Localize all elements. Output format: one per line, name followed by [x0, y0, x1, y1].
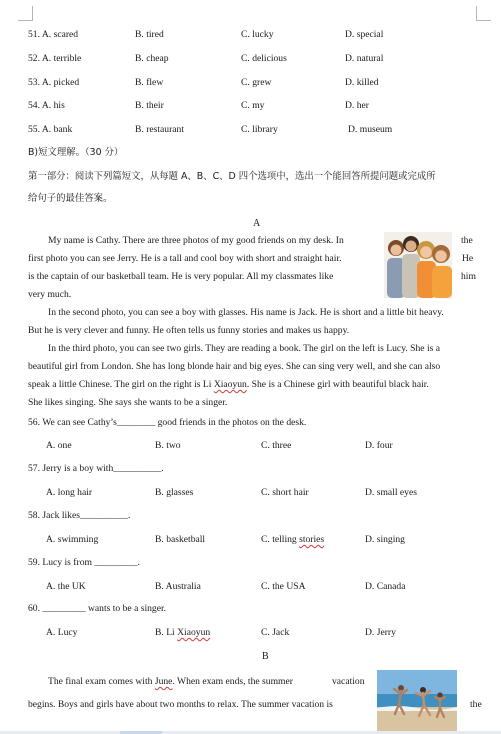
passage-text-line: In the third photo, you can see two girls. They are reading a book. The girl on the left is Lucy. She is a — [48, 343, 441, 354]
passage-text-line: vacation — [332, 676, 365, 687]
question-stem: 59. Lucy is from _________. — [28, 557, 140, 568]
option-a: 54. A. his — [28, 100, 65, 111]
option-c: C. delicious — [241, 53, 287, 64]
option-c: C. three — [261, 440, 292, 451]
option-d: D. Jerry — [365, 627, 396, 638]
option-b: B. Australia — [155, 581, 201, 592]
option-d: D. four — [365, 440, 393, 451]
option-a: 52. A. terrible — [28, 53, 82, 64]
passage-text-line: the — [470, 699, 482, 710]
question-stem: 60. _________ wants to be a singer. — [28, 603, 167, 614]
passage-text-line: the — [461, 235, 473, 246]
crop-mark-top-right — [476, 6, 491, 21]
option-a: 53. A. picked — [28, 77, 80, 88]
instruction-line: 第一部分：阅读下列篇短文，从每题 A、B、C、D 四个选项中，选出一个能回答所提问题或完成所 — [28, 171, 436, 182]
option-c: C. lucky — [241, 29, 274, 40]
instruction-line: 给句子的最佳答案。 — [28, 193, 113, 204]
passage-text-line: But he is very clever and funny. He often tells us funny stories and makes us happy. — [28, 325, 350, 336]
passage-text-line: The final exam comes with June. When exam ends, the summer — [48, 676, 293, 687]
friends-photo-illustration — [384, 232, 452, 298]
option-d: D. singing — [365, 534, 405, 545]
passage-label: A — [253, 218, 261, 229]
option-c: C. grew — [241, 77, 272, 88]
option-a: 55. A. bank — [28, 124, 73, 135]
passage-text-line: She likes singing. She says she wants to be a singer. — [28, 397, 228, 408]
passage-text-line: is the captain of our basketball team. He is very popular. All my classmates like — [28, 271, 334, 282]
option-b: B. basketball — [155, 534, 206, 545]
passage-text-line: beautiful girl from London. She has long blonde hair and big eyes. She can sing very well, and she can also — [28, 361, 441, 372]
option-c: C. telling stories — [261, 534, 325, 545]
beach-photo-illustration — [377, 670, 457, 732]
option-b: B. two — [155, 440, 181, 451]
option-c: C. short hair — [261, 487, 309, 498]
option-c: C. my — [241, 100, 265, 111]
passage-text-line: him — [461, 271, 476, 282]
option-b: B. tired — [135, 29, 164, 40]
option-a: A. the UK — [46, 581, 86, 592]
beach-photo — [377, 670, 457, 732]
option-c: C. library — [241, 124, 278, 135]
option-a: A. one — [46, 440, 72, 451]
option-d: D. small eyes — [365, 487, 417, 498]
passage-text-line: My name is Cathy. There are three photos of my good friends on my desk. In — [48, 235, 344, 246]
passage-text-line: speak a little Chinese. The girl on the right is Li Xiaoyun. She is a Chinese girl with beautiful black hair. — [28, 379, 429, 390]
option-d: D. natural — [345, 53, 384, 64]
question-stem: 58. Jack likes__________. — [28, 510, 131, 521]
passage-text-line: He — [462, 253, 474, 264]
crop-mark-top-left — [18, 6, 33, 21]
option-d: D. her — [345, 100, 369, 111]
option-b: B. their — [135, 100, 164, 111]
option-a: A. swimming — [46, 534, 99, 545]
passage-text-line: begins. Boys and girls have about two months to relax. The summer vacation is — [28, 699, 333, 710]
option-a: A. Lucy — [46, 627, 78, 638]
passage-label: B — [262, 651, 269, 662]
option-b: B. flew — [135, 77, 164, 88]
section-heading: B)短文理解。（30 分） — [28, 147, 124, 158]
option-a: 51. A. scared — [28, 29, 79, 40]
option-b: B. glasses — [155, 487, 194, 498]
passage-text-line: very much. — [28, 289, 72, 300]
option-d: D. museum — [348, 124, 393, 135]
option-c: C. the USA — [261, 581, 306, 592]
option-d: D. Canada — [365, 581, 406, 592]
option-d: D. killed — [345, 77, 379, 88]
name-xiaoyun: Xiaoyun — [213, 379, 247, 390]
question-stem: 56. We can see Cathy’s________ good friends in the photos on the desk. — [28, 417, 307, 428]
option-d: D. special — [345, 29, 384, 40]
passage-text-line: In the second photo, you can see a boy with glasses. His name is Jack. He is short and a little bit heavy. — [48, 307, 444, 318]
passage-text-line: first photo you can see Jerry. He is a tall and cool boy with short and straight hair. — [28, 253, 342, 264]
option-a: A. long hair — [46, 487, 93, 498]
friends-photo — [384, 232, 452, 298]
option-b: B. restaurant — [135, 124, 185, 135]
option-b: B. Li Xiaoyun — [155, 627, 211, 638]
option-b: B. cheap — [135, 53, 169, 64]
option-c: C. Jack — [261, 627, 290, 638]
question-stem: 57. Jerry is a boy with__________. — [28, 463, 164, 474]
